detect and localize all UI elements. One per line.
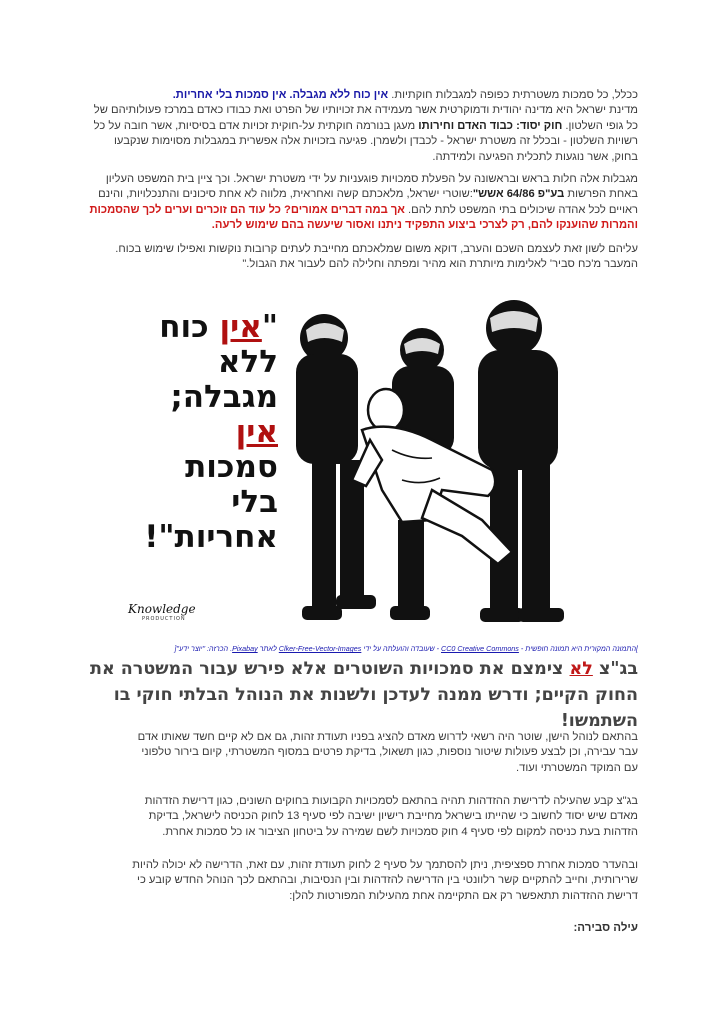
headline-prefix: בג"צ — [592, 659, 638, 679]
caption-close: [ — [174, 644, 177, 653]
caption-text1: התמונה המקורית היא תמונה חופשית - — [518, 644, 636, 653]
headline-neg: לא — [569, 659, 593, 679]
p2-red-2: והמרות שהוענקו להם, רק לצרכי ביצוע התפקיד ניתנו ואסור שיעשה בהם שימוש לרעה. — [211, 219, 638, 232]
p1-line4: רשויות השלטון - ובכלל זה משטרת ישראל - לכבדן ולשמרן. פגיעה בזכויות אלה אפשרית במגבלות מסוימות שנקבעו — [114, 135, 638, 148]
p3-line1: עליהם לשון זאת לעצמם השכם והערב, דוקא משום שמלאכתם מחייבת לעתים קרובות נוקשות ואפילו שימוש בכוח. — [115, 243, 638, 255]
logo-sub: PRODUCTION — [142, 616, 186, 622]
quote-line1: כוח — [159, 309, 220, 345]
paragraph-court-ruling — [86, 794, 638, 840]
quote-line2: ללא — [217, 344, 278, 380]
paragraph-constitutional-limits — [86, 88, 638, 165]
quote-mark: " — [261, 309, 278, 345]
p2-line2-rest: :שוטרי ישראל, מלאכתם קשה ואחראית, מלווה לא אחת סיכונים והתנכלויות, והינם — [98, 188, 473, 201]
caption-text2: - שעובדה והועלתה על ידי — [361, 644, 442, 653]
author-link[interactable]: Clker-Free-Vector-Images — [278, 644, 362, 653]
paragraph-id-law — [86, 858, 638, 904]
p6-line1: ובהעדר סמכות אחרת ספציפית, ניתן להסתמך על סעיף 2 לחוק תעודת זהות, עם זאת, הדרישה לא יכולה להיות — [132, 859, 638, 871]
p1-line2: מדינת ישראל היא מדינה יהודית ודמוקרטית אשר מעמידה את זכויותיו של הפרט ואת כבודו כאדם במרכז פעולותיהם של — [93, 104, 638, 117]
p6-line3: דרישת ההזדהות תתאפשר רק אם התקיימה אחת מהעילות המפורטות להלן: — [289, 889, 638, 902]
quote-line6: בלי — [231, 484, 278, 520]
pixabay-link[interactable]: Pixabay — [232, 644, 258, 653]
p1-line5: בחוק, אשר נוגעות לתכלית הפגיעה ולמידתה. — [432, 150, 638, 163]
p2-line1: מגבלות אלה חלות בראש ובראשונה על הפעלת סמכויות פוגעניות על ידי משטרת ישראל. וכך ציין בית המשפט העליון — [105, 173, 638, 185]
quote-line7: אחריות"! — [144, 519, 278, 555]
knowledge-production-logo — [128, 602, 198, 632]
p1-line3-rest: מעגן בנורמה חוקתית על-חוקית זכויות אדם בסיסיות, אשר חובה על כל — [93, 119, 416, 132]
poster-figure — [108, 290, 638, 640]
logo-script: Knowledge — [128, 602, 196, 616]
paragraph-reasonable-force — [86, 242, 638, 273]
law-name: חוק יסוד: כבוד האדם וחירותו — [418, 119, 563, 132]
p5-line2: מאדם שיש יסוד לחשוב כי שהייתו בישראל מחייבת רישיון ישיבה לפי סעיף 13 לחוק הכניסה לישראל, בדיקת — [148, 810, 638, 823]
section-heading-reasonable-cause: עילה סבירה: — [573, 922, 638, 934]
poster-quote — [144, 309, 278, 555]
quote-line5: סמכות — [185, 449, 278, 485]
p4-line1: בהתאם לנוהל הישן, שוטר היה רשאי לדרוש מאדם להציג בפניו תעודת זהות, גם אם לא קיים חשד שאותו אדם — [137, 731, 638, 743]
p1-line3-start: כל גופי השלטון. — [565, 119, 638, 132]
paragraph-supreme-court — [86, 172, 638, 234]
p2-line3-start: ראויים לכל אהדה שיכולים בתי המשפט לתת להם. — [408, 203, 638, 216]
p1-highlight: אין כוח ללא מגבלה. אין סמכות בלי אחריות. — [172, 89, 389, 101]
p5-line1: בג"צ קבע שהעילה לדרישת ההזדהות תהיה בהתאם לסמכויות הקבועות בחוקים השונים, כגון דרישת הזדהות — [144, 795, 638, 807]
license-link[interactable]: CC0 Creative Commons — [441, 644, 519, 653]
p2-red-1: אך במה דברים אמורים? כל עוד הם זוכרים וערים לכך שהסמכות — [89, 203, 405, 216]
image-credit-caption — [108, 644, 638, 653]
police-arrest-illustration — [282, 290, 564, 635]
case-reference: בע"פ 64/86 אשש" — [472, 188, 565, 201]
headline-rest: צימצם את סמכויות השוטרים אלא פירש עבור המשטרה את החוק הקיים; ודרש ממנה לעדכן ולשנות את הנוהל הבלתי חוקי בו השתמשו! — [89, 659, 638, 731]
quote-line3: מגבלה; — [170, 379, 278, 415]
p4-line2: עבר עבירה, וכן לבצע פעולות שיטור נוספות, כגון תשאול, בדיקת פרטים במסוף המשטרתי, קיום בירור טלפוני — [141, 746, 638, 759]
quote-word-ein-2: אין — [235, 414, 278, 450]
caption-text4: . הכרזה: "יוצר ידע" — [176, 644, 233, 653]
p1-intro: ככלל, כל סמכות משטרתית כפופה למגבלות חוקתיות. — [391, 89, 638, 101]
caption-text3: לאתר — [257, 644, 279, 653]
paragraph-old-procedure — [86, 730, 638, 776]
quote-word-ein-1: אין — [219, 309, 262, 345]
caption-open: ] — [636, 644, 638, 653]
p2-line2-start: באחת הפרשות — [567, 188, 638, 201]
p5-line3: הזדהות בעת כניסה למקום לפי סעיף 4 חוק סמכויות לשם שמירה על ביטחון הציבור או כל סמכות אחרת. — [162, 825, 638, 838]
p3-line2: המעבר מ'כח סביר' לאלימות מיותרת הוא מהיר ומפתה וחלילה להם לעבור את הגבול." — [242, 258, 638, 271]
p4-line3: עם המוקד המשטרתי ועוד. — [516, 761, 638, 774]
main-headline — [86, 656, 638, 734]
p6-line2: שרירותית, וחייב להתקיים קשר רלוונטי בין הדרישה להזדהות ובין הנסיבות, ובהתאם לכך הנוהל החדש קובע כי — [137, 874, 638, 887]
